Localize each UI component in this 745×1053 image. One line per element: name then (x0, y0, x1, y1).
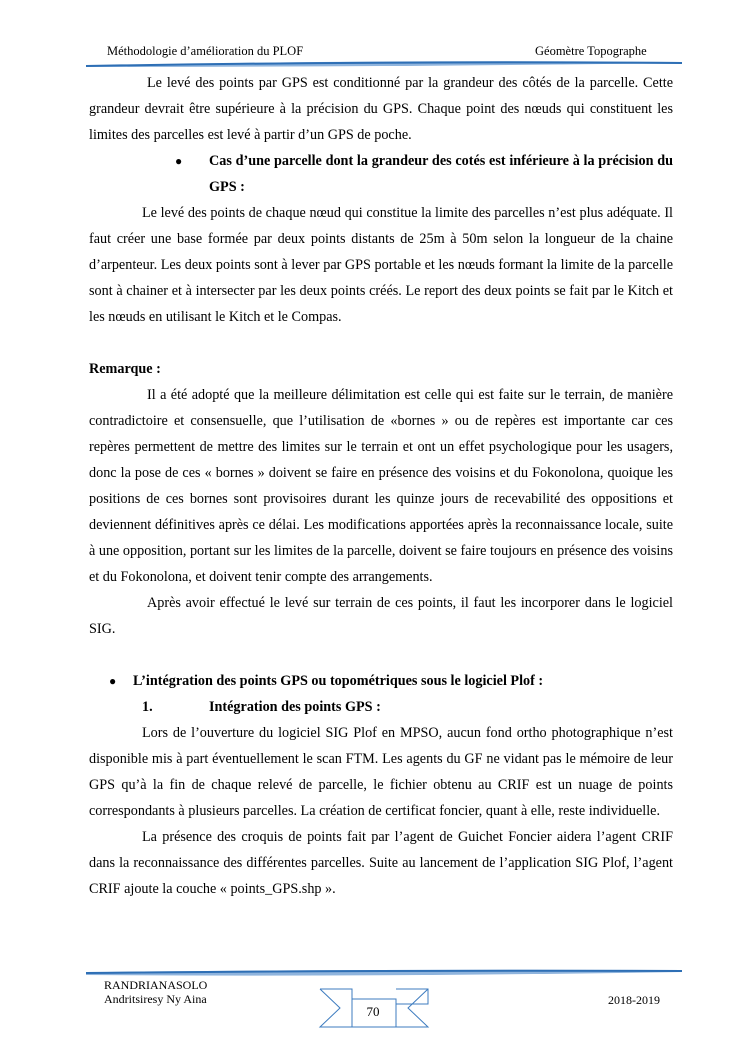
paragraph-base-points: Le levé des points de chaque nœud qui constitue la limite des parcelles n’est plus adéquate. Il faut créer une base formée par deux points distants de 25m à 50m selon la longueur de la chaine d’arpenteur. Les deux points sont à lever par GPS portable et les nœuds formant la limite de la parcelle sont à chainer et à intersecter par les deux points créés. Le report des deux points se fait par le Kitch et les nœuds en utilisant le Kitch et le Compas. (89, 205, 673, 325)
section-title: Intégration des points GPS : (209, 699, 381, 715)
footer-year: 2018-2019 (608, 993, 660, 1007)
section-number: 1. (142, 699, 153, 715)
footer-author-given-names: Andritsiresy Ny Aina (104, 992, 207, 1006)
header-document-title: Méthodologie d’amélioration du PLOF (107, 44, 304, 58)
footer-author (104, 978, 207, 1006)
paragraph-croquis: La présence des croquis de points fait par l’agent de Guichet Foncier aidera l’agent CRIF dans la reconnaissance des différentes parcelles. Suite au lancement de l’application SIG Plof, l’agent CRIF ajoute la couche « points_GPS.shp ». (89, 829, 673, 897)
section-heading-gps-integration (89, 694, 673, 720)
footer-author-surname: RANDRIANASOLO (104, 978, 208, 992)
page-number: 70 (366, 1004, 380, 1019)
bullet-small-parcel-text: Cas d’une parcelle dont la grandeur des cotés est inférieure à la précision du GPS : (209, 153, 673, 195)
bullet-small-parcel-case (89, 148, 673, 200)
paragraph-incorporate-sig: Après avoir effectué le levé sur terrain de ces points, il faut les incorporer dans le logiciel SIG. (89, 595, 673, 637)
paragraph-remarque: Il a été adopté que la meilleure délimitation est celle qui est faite sur le terrain, de manière contradictoire et consensuelle, que l’utilisation de «bornes » ou de repères est importante car ces repères permettent de mettre des limites sur le terrain et ont un effet psychologique pour les usagers, donc la pose de ces « bornes » doivent se faire en présence des voisins et du Fokonolona, quoique les positions de ces bornes sont provisoires durant les quinze jours de recevabilité des oppositions et deviennent définitives après ce délai. Les modifications apportées après la reconnaissance locale, suite à une opposition, portant sur les limites de la parcelle, doivent se faire toujours en présence des voisins et du Fokonolona, et doivent tenir compte des arrangements. (89, 387, 673, 585)
paragraph-gps-survey: Le levé des points par GPS est conditionné par la grandeur des côtés de la parcelle. Cette grandeur devrait être supérieure à la précision du GPS. Chaque point des nœuds qui constituent les limites des parcelles est levé à partir d’un GPS de poche. (89, 75, 673, 143)
header-discipline: Géomètre Topographe (535, 44, 647, 58)
remarque-heading: Remarque : (89, 361, 161, 377)
bullet-icon: ● (175, 154, 183, 168)
bullet-icon: ● (109, 674, 117, 688)
bullet-integration-heading (89, 668, 673, 694)
page-body (89, 70, 673, 902)
paragraph-plof-opening: Lors de l’ouverture du logiciel SIG Plof en MPSO, aucun fond ortho photographique n’est disponible mis à part éventuellement le scan FTM. Les agents du GF ne vidant pas le mémoire de leur GPS qu’à la fin de chaque relevé de parcelle, le fichier obtenu au CRIF est un nuage de points correspondants à plusieurs parcelles. La création de certificat foncier, quant à elle, reste individuelle. (89, 725, 673, 819)
bullet-integration-text: L’intégration des points GPS ou topométriques sous le logiciel Plof : (133, 673, 544, 689)
